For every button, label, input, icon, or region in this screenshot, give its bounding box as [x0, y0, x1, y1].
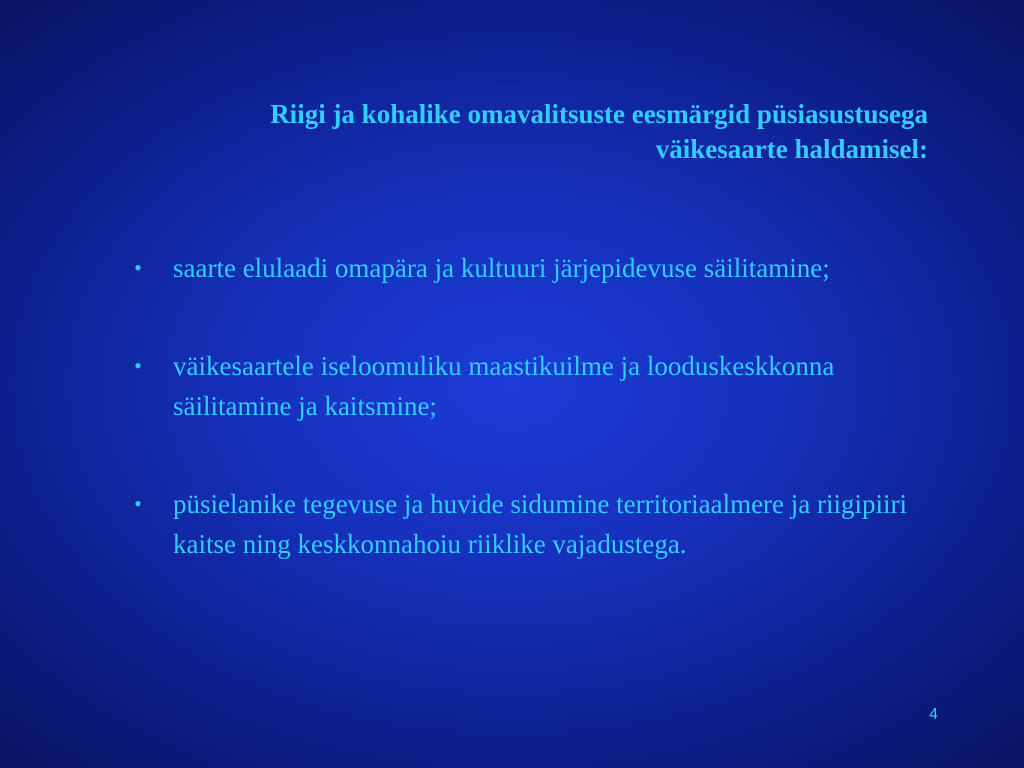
slide-title-line-1: Riigi ja kohalike omavalitsuste eesmärgid püsiasustusega [270, 99, 928, 129]
bullet-list [128, 248, 928, 564]
bullet-dot-icon: • [134, 353, 142, 378]
bullet-item-2 [128, 346, 928, 426]
bullet-item-3 [128, 484, 928, 564]
bullet-dot-icon: • [134, 255, 142, 280]
bullet-dot-icon: • [134, 491, 142, 516]
bullet-text: väikesaartele iseloomuliku maastikuilme ja looduskeskkonna säilitamine ja kaitsmine; [173, 351, 835, 421]
slide-title [90, 97, 928, 167]
bullet-text: saarte elulaadi omapära ja kultuuri järjepidevuse säilitamine; [173, 253, 830, 283]
bullet-text: püsielanike tegevuse ja huvide sidumine territoriaalmere ja riigipiiri kaitse ning keskkonnahoiu riiklike vajadustega. [173, 489, 908, 559]
bullet-item-1 [128, 248, 928, 288]
slide-title-line-2: väikesaarte haldamisel: [655, 134, 928, 164]
page-number: 4 [929, 706, 938, 723]
